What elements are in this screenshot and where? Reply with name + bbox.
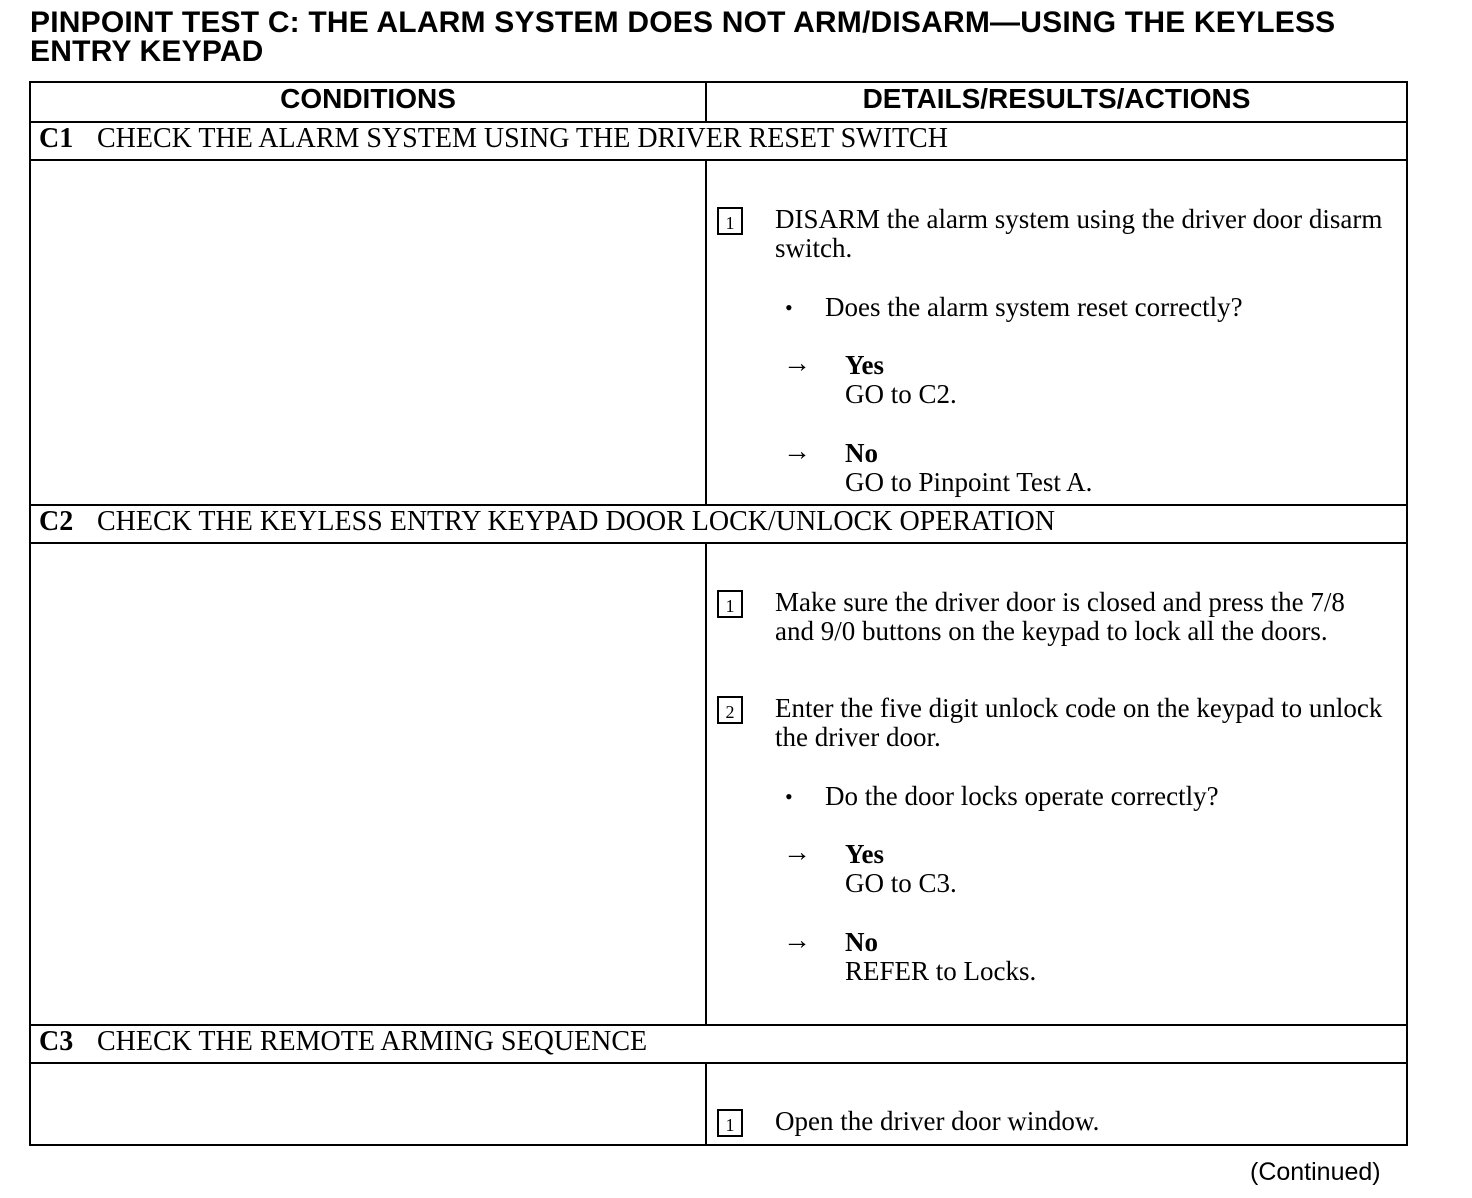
step-number-box: 2 <box>717 696 743 724</box>
step-title: CHECK THE REMOTE ARMING SEQUENCE <box>97 1026 648 1057</box>
step-body-c2 <box>30 543 1407 1025</box>
step-id: C3 <box>39 1026 74 1057</box>
pinpoint-test-table <box>29 81 1408 1146</box>
arrow-right-icon: → <box>783 436 811 467</box>
step-row-c3 <box>30 1025 1407 1063</box>
result-text: REFER to Locks. <box>845 956 1037 986</box>
result-label: Yes <box>845 839 884 869</box>
result-label: No <box>845 927 878 957</box>
arrow-right-icon: → <box>783 348 811 379</box>
step-id: C1 <box>39 123 74 154</box>
step-id: C2 <box>39 506 74 537</box>
question-text: Does the alarm system reset correctly? <box>825 292 1243 322</box>
action-text: Open the driver door window. <box>775 1106 1100 1136</box>
question-text: Do the door locks operate correctly? <box>825 781 1219 811</box>
action-item <box>725 204 1406 263</box>
step-number-box: 1 <box>717 1109 743 1137</box>
details-cell <box>706 543 1407 1025</box>
result-text: GO to C2. <box>845 379 957 409</box>
arrow-right-icon: → <box>783 837 811 868</box>
action-item <box>725 693 1406 752</box>
step-body-c1 <box>30 160 1407 505</box>
question-item <box>785 781 1406 811</box>
result-yes <box>783 348 1406 409</box>
action-item <box>725 1106 1406 1136</box>
result-text: GO to C3. <box>845 868 957 898</box>
bullet-icon: • <box>785 784 793 809</box>
step-row-c1 <box>30 122 1407 160</box>
action-text: DISARM the alarm system using the driver door disarm switch. <box>775 204 1383 263</box>
question-item <box>785 292 1406 322</box>
step-title: CHECK THE KEYLESS ENTRY KEYPAD DOOR LOCK/UNLOCK OPERATION <box>97 506 1056 537</box>
result-no <box>783 436 1406 497</box>
step-title: CHECK THE ALARM SYSTEM USING THE DRIVER RESET SWITCH <box>97 123 948 154</box>
page-title: PINPOINT TEST C: THE ALARM SYSTEM DOES NOT ARM/DISARM—USING THE KEYLESS ENTRY KEYPAD <box>30 6 1336 68</box>
conditions-cell <box>30 160 706 505</box>
details-cell <box>706 160 1407 505</box>
conditions-cell <box>30 543 706 1025</box>
action-text: Enter the five digit unlock code on the keypad to unlock the driver door. <box>775 693 1383 752</box>
step-row-c2 <box>30 505 1407 543</box>
result-text: GO to Pinpoint Test A. <box>845 467 1093 497</box>
step-number-box: 1 <box>717 590 743 618</box>
action-item <box>725 587 1406 646</box>
result-yes <box>783 837 1406 898</box>
header-row <box>30 82 1407 122</box>
step-number-box: 1 <box>717 207 743 235</box>
result-label: Yes <box>845 350 884 380</box>
bullet-icon: • <box>785 295 793 320</box>
continued-label: (Continued) <box>1250 1158 1381 1186</box>
conditions-cell <box>30 1063 706 1145</box>
action-text: Make sure the driver door is closed and press the 7/8 and 9/0 buttons on the keypad to lock all the doors. <box>775 587 1345 646</box>
result-no <box>783 925 1406 986</box>
step-body-c3 <box>30 1063 1407 1145</box>
details-header: DETAILS/RESULTS/ACTIONS <box>706 82 1407 122</box>
details-cell <box>706 1063 1407 1145</box>
arrow-right-icon: → <box>783 925 811 956</box>
result-label: No <box>845 438 878 468</box>
conditions-header: CONDITIONS <box>30 82 706 122</box>
